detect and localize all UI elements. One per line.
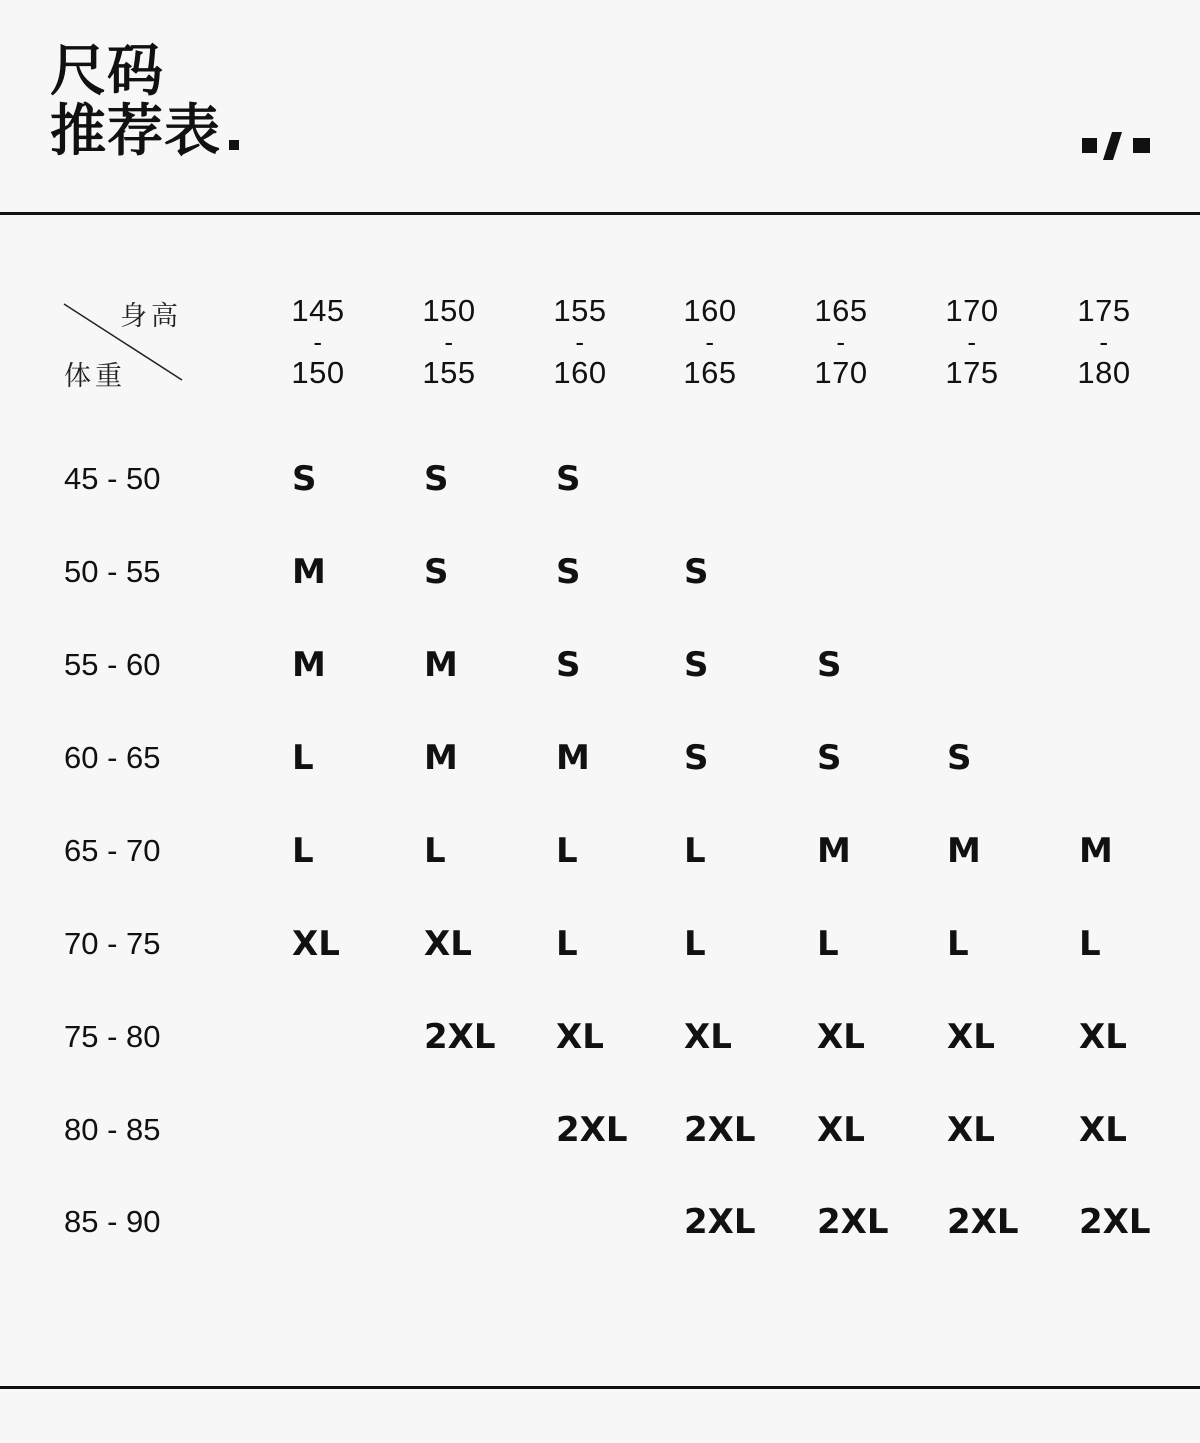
size-cell: M	[424, 738, 458, 778]
size-cell: M	[424, 645, 458, 685]
weight-row-header: 65 - 70	[64, 833, 161, 868]
height-range-to: 160	[553, 355, 607, 390]
size-cell: S	[424, 552, 449, 592]
height-range-dash: -	[444, 327, 454, 357]
height-range-to: 180	[1077, 355, 1131, 390]
size-cell: L	[817, 924, 839, 964]
height-range-to: 150	[291, 355, 345, 390]
size-cell: M	[292, 645, 326, 685]
title-dot	[229, 140, 239, 150]
height-column-header	[399, 294, 499, 390]
size-cell: 2XL	[1079, 1202, 1151, 1242]
size-cell: L	[424, 831, 446, 871]
size-cell: L	[292, 738, 314, 778]
size-cell: XL	[424, 924, 472, 964]
height-range-to: 175	[945, 355, 999, 390]
height-range-dash: -	[967, 327, 977, 357]
weight-row-header: 60 - 65	[64, 740, 161, 775]
height-column-header	[1054, 294, 1154, 390]
size-cell: L	[292, 831, 314, 871]
weight-row-header: 75 - 80	[64, 1019, 161, 1054]
height-column-header	[530, 294, 630, 390]
size-cell: XL	[817, 1017, 865, 1057]
header-divider	[0, 212, 1200, 215]
size-cell: XL	[1079, 1017, 1127, 1057]
height-range-to: 155	[422, 355, 476, 390]
weight-row-header: 85 - 90	[64, 1204, 161, 1239]
size-cell: 2XL	[556, 1110, 628, 1150]
title-line-2	[50, 99, 239, 164]
size-cell: S	[556, 645, 581, 685]
size-cell: M	[292, 552, 326, 592]
page-title	[50, 39, 239, 164]
size-cell: S	[292, 459, 317, 499]
size-cell: S	[947, 738, 972, 778]
size-cell: 2XL	[684, 1110, 756, 1150]
size-cell: L	[947, 924, 969, 964]
size-cell: S	[817, 738, 842, 778]
size-cell: XL	[947, 1110, 995, 1150]
weight-row-header: 70 - 75	[64, 926, 161, 961]
title-line-1: 尺码	[50, 39, 164, 104]
brand-slash-logo-icon	[1080, 129, 1152, 163]
size-cell: XL	[556, 1017, 604, 1057]
size-cell: L	[684, 924, 706, 964]
height-column-header	[268, 294, 368, 390]
height-range-from: 160	[683, 293, 737, 328]
height-range-from: 145	[291, 293, 345, 328]
weight-row-header: 45 - 50	[64, 461, 161, 496]
height-range-from: 155	[553, 293, 607, 328]
size-cell: XL	[684, 1017, 732, 1057]
size-cell: XL	[817, 1110, 865, 1150]
size-cell: 2XL	[947, 1202, 1019, 1242]
size-cell: XL	[947, 1017, 995, 1057]
weight-axis-label: 体重	[64, 361, 126, 392]
size-cell: M	[1079, 831, 1113, 871]
height-column-header	[660, 294, 760, 390]
size-cell: S	[556, 459, 581, 499]
height-range-to: 170	[814, 355, 868, 390]
size-cell: XL	[292, 924, 340, 964]
size-cell: L	[556, 831, 578, 871]
size-cell: S	[684, 552, 709, 592]
height-range-from: 175	[1077, 293, 1131, 328]
table-corner-header	[62, 292, 186, 392]
size-cell: 2XL	[684, 1202, 756, 1242]
size-cell: M	[947, 831, 981, 871]
height-range-from: 165	[814, 293, 868, 328]
height-column-header	[922, 294, 1022, 390]
weight-row-header: 80 - 85	[64, 1112, 161, 1147]
height-axis-label: 身高	[120, 301, 182, 332]
size-cell: L	[556, 924, 578, 964]
footer-divider	[0, 1386, 1200, 1389]
size-cell: S	[556, 552, 581, 592]
height-column-header	[791, 294, 891, 390]
size-cell: M	[817, 831, 851, 871]
size-cell: 2XL	[424, 1017, 496, 1057]
height-range-from: 150	[422, 293, 476, 328]
height-range-dash: -	[1099, 327, 1109, 357]
height-range-dash: -	[705, 327, 715, 357]
height-range-dash: -	[575, 327, 585, 357]
height-range-from: 170	[945, 293, 999, 328]
size-cell: XL	[1079, 1110, 1127, 1150]
size-cell: 2XL	[817, 1202, 889, 1242]
size-cell: M	[556, 738, 590, 778]
height-range-dash: -	[836, 327, 846, 357]
weight-row-header: 55 - 60	[64, 647, 161, 682]
weight-row-header: 50 - 55	[64, 554, 161, 589]
size-cell: L	[684, 831, 706, 871]
size-cell: S	[684, 738, 709, 778]
title-line-2-text: 推荐表	[50, 99, 221, 164]
size-cell: L	[1079, 924, 1101, 964]
height-range-to: 165	[683, 355, 737, 390]
size-cell: S	[817, 645, 842, 685]
size-cell: S	[684, 645, 709, 685]
size-cell: S	[424, 459, 449, 499]
height-range-dash: -	[313, 327, 323, 357]
